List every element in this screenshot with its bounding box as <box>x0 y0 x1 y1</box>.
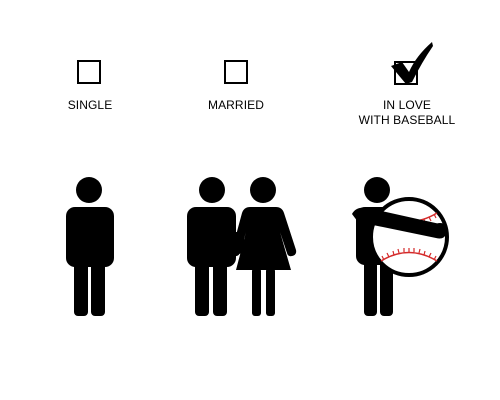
checkmark-icon <box>391 42 433 84</box>
married-label-line: MARRIED <box>207 98 265 112</box>
man-hugging-baseball-icon <box>352 177 448 316</box>
man-figure-icon <box>187 177 236 316</box>
baseball-label-line-1: IN LOVE <box>382 98 432 112</box>
single-label-line: SINGLE <box>67 98 113 112</box>
woman-figure-icon <box>230 177 296 316</box>
single-man-icon <box>66 177 114 316</box>
baseball-label-line-2: WITH BASEBALL <box>358 113 456 127</box>
